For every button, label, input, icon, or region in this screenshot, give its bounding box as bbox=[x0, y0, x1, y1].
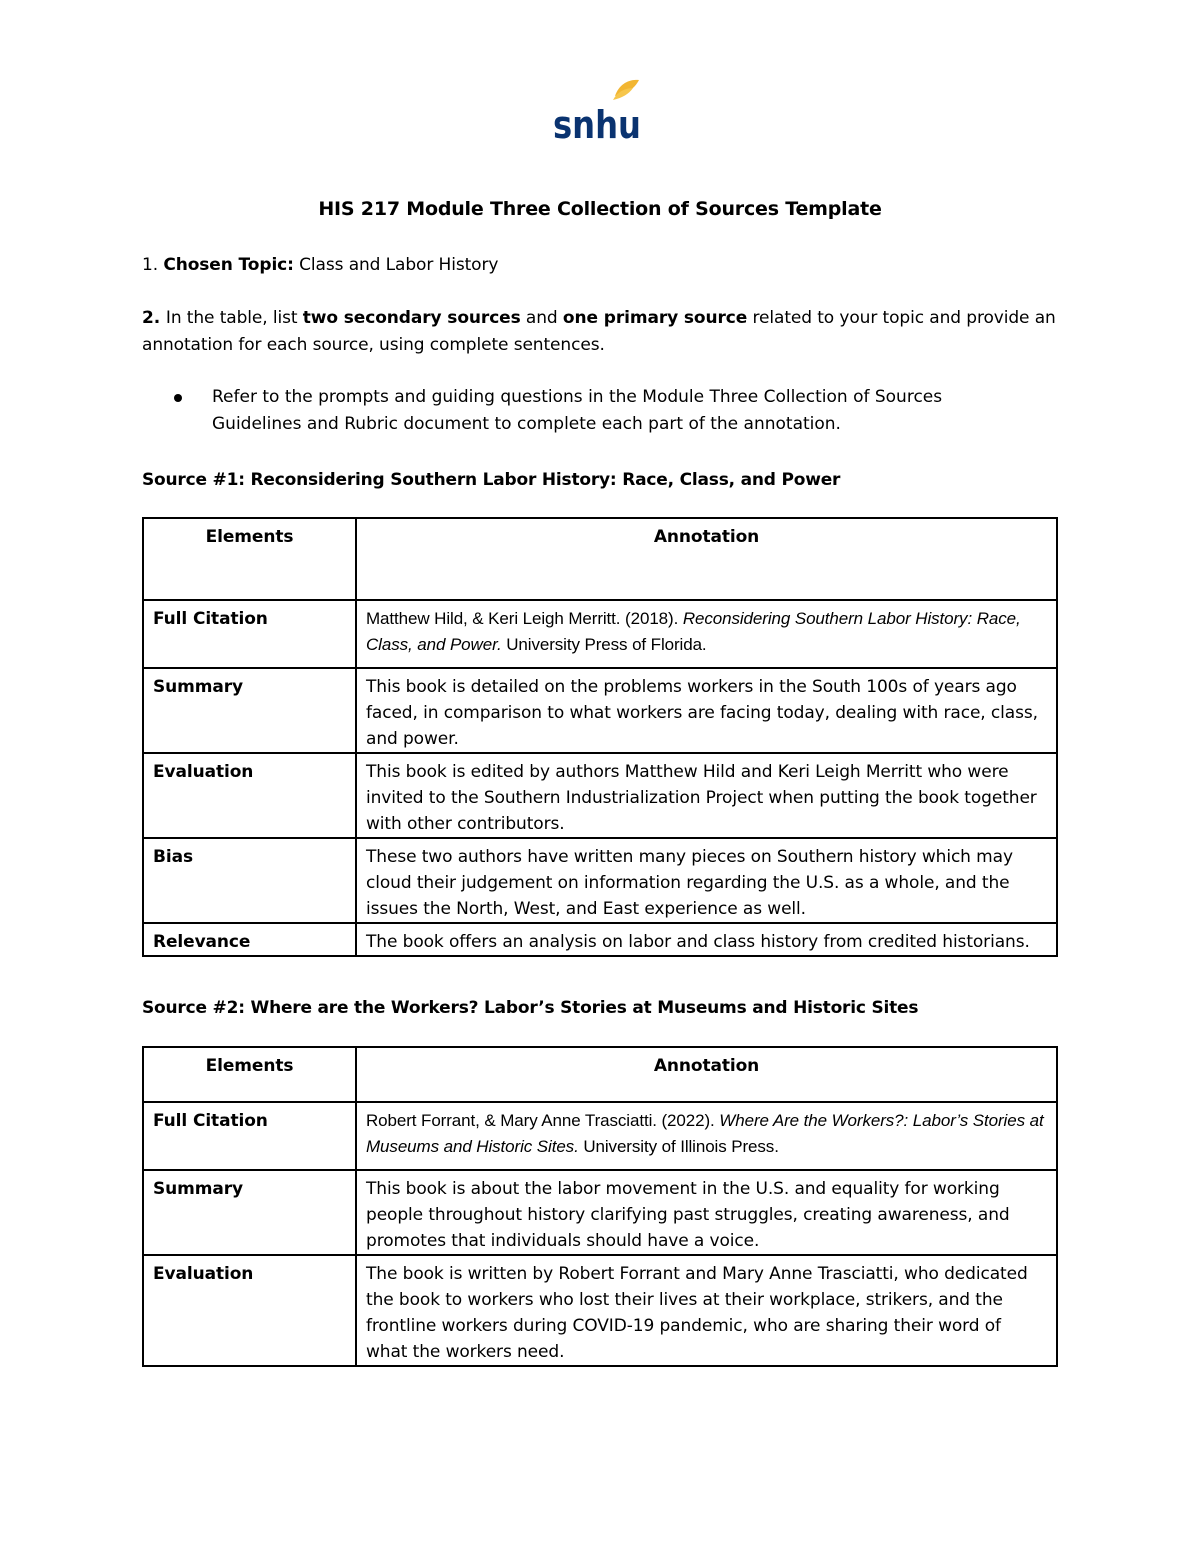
row-label: Bias bbox=[143, 838, 356, 923]
elements-header: Elements bbox=[143, 518, 356, 600]
instructions-paragraph bbox=[142, 305, 1072, 359]
row-text: This book is detailed on the problems workers in the South 100s of years ago faced, in comparison to what workers are facing today, dealing with race, class, and power. bbox=[356, 668, 1057, 753]
row-label: Summary bbox=[143, 1170, 356, 1255]
row-text: These two authors have written many pieces on Southern history which may cloud their judgement on information regarding the U.S. as a whole, and the issues the North, West, and East experience as well. bbox=[356, 838, 1057, 923]
instruction-text: annotation for each source, using complete sentences. bbox=[142, 335, 605, 355]
bullet-icon bbox=[174, 394, 182, 402]
instruction-text: and bbox=[520, 308, 563, 328]
source1-heading: Source #1: Reconsidering Southern Labor History: Race, Class, and Power bbox=[142, 470, 841, 490]
row-text: The book offers an analysis on labor and class history from credited historians. bbox=[356, 923, 1057, 956]
table-row bbox=[143, 753, 1057, 838]
row-label: Evaluation bbox=[143, 1255, 356, 1366]
chosen-topic-value: Class and Labor History bbox=[293, 255, 499, 275]
table-header-row bbox=[143, 1047, 1057, 1102]
chosen-topic-label: Chosen Topic: bbox=[163, 255, 294, 275]
chosen-topic-line bbox=[142, 252, 498, 279]
row-label: Full Citation bbox=[143, 1102, 356, 1170]
guidance-bullet bbox=[174, 384, 1004, 438]
elements-header: Elements bbox=[143, 1047, 356, 1102]
table-row bbox=[143, 838, 1057, 923]
citation-text: University of Illinois Press. bbox=[578, 1137, 779, 1156]
row-label: Relevance bbox=[143, 923, 356, 956]
row-label: Summary bbox=[143, 668, 356, 753]
table-row bbox=[143, 668, 1057, 753]
annotation-header: Annotation bbox=[356, 1047, 1057, 1102]
table-row bbox=[143, 600, 1057, 668]
table-row bbox=[143, 923, 1057, 956]
table-row bbox=[143, 1170, 1057, 1255]
instruction-bold-primary: one primary source bbox=[562, 308, 748, 328]
instruction-bold-secondary: two secondary sources bbox=[302, 308, 521, 328]
row-label: Full Citation bbox=[143, 600, 356, 668]
source2-heading: Source #2: Where are the Workers? Labor’s Stories at Museums and Historic Sites bbox=[142, 998, 919, 1018]
table-header-row bbox=[143, 518, 1057, 600]
item-number: 1. bbox=[142, 255, 164, 275]
bullet-line: Guidelines and Rubric document to complete each part of the annotation. bbox=[212, 414, 841, 434]
instruction-text: In the table, list bbox=[165, 308, 303, 328]
source1-table bbox=[142, 517, 1058, 957]
page-title: HIS 217 Module Three Collection of Sources Template bbox=[318, 198, 882, 220]
snhu-logo-graphic bbox=[553, 78, 643, 147]
full-citation bbox=[356, 1102, 1057, 1170]
row-label: Evaluation bbox=[143, 753, 356, 838]
bullet-line: Refer to the prompts and guiding questions in the Module Three Collection of Sources bbox=[212, 387, 943, 407]
full-citation bbox=[356, 600, 1057, 668]
annotation-header: Annotation bbox=[356, 518, 1057, 600]
source2-table bbox=[142, 1046, 1058, 1367]
row-text: The book is written by Robert Forrant and Mary Anne Trasciatti, who dedicated the book to workers who lost their lives at their workplace, strikers, and the frontline workers during COVID-19 pandemic, who are sharing their word of what the workers need. bbox=[356, 1255, 1057, 1366]
instruction-text: related to your topic and provide an bbox=[747, 308, 1056, 328]
snhu-logo bbox=[553, 78, 643, 147]
svg-text:snhu: snhu bbox=[553, 103, 641, 147]
citation-text: University Press of Florida. bbox=[501, 635, 707, 654]
citation-text: Robert Forrant, & Mary Anne Trasciatti. (2022). bbox=[366, 1111, 720, 1130]
bullet-text bbox=[212, 384, 1004, 438]
item-number: 2. bbox=[142, 308, 166, 328]
citation-text: Matthew Hild, & Keri Leigh Merritt. (2018). bbox=[366, 609, 683, 628]
citation-title: Reconsidering Southern Labor History: Race, Class, and Power. bbox=[366, 609, 1021, 654]
row-text: This book is about the labor movement in the U.S. and equality for working people throughout history clarifying past struggles, creating awareness, and promotes that individuals should have a voice. bbox=[356, 1170, 1057, 1255]
table-row bbox=[143, 1102, 1057, 1170]
citation-title: Where Are the Workers?: Labor’s Stories at Museums and Historic Sites. bbox=[366, 1111, 1044, 1156]
row-text: This book is edited by authors Matthew Hild and Keri Leigh Merritt who were invited to the Southern Industrialization Project when putting the book together with other contributors. bbox=[356, 753, 1057, 838]
table-row bbox=[143, 1255, 1057, 1366]
